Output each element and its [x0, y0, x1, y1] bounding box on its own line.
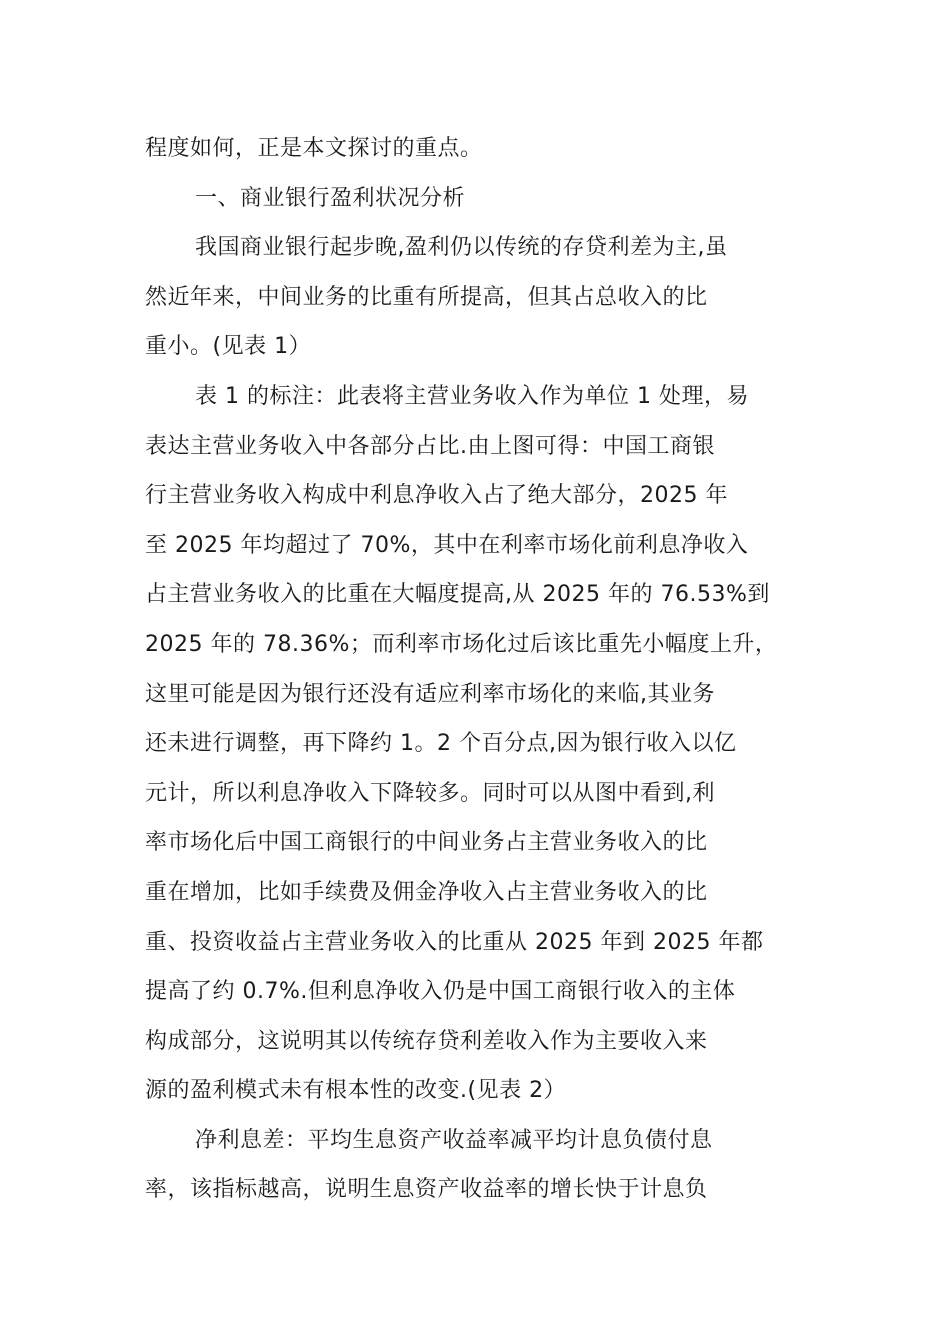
text-line: 提高了约 0.7%.但利息净收入仍是中国工商银行收入的主体: [145, 979, 736, 1005]
document-body: [145, 124, 815, 1215]
section-heading: 一、商业银行盈利状况分析: [195, 185, 466, 211]
text-line: 净利息差：平均生息资产收益率减平均计息负债付息: [195, 1127, 713, 1153]
text-line: 率，该指标越高，说明生息资产收益率的增长快于计息负: [145, 1177, 708, 1203]
text-line: 行主营业务收入构成中利息净收入占了绝大部分，2025 年: [145, 483, 728, 509]
text-line: 重小。(见表 1）: [145, 334, 312, 360]
text-line: 这里可能是因为银行还没有适应利率市场化的来临,其业务: [145, 681, 715, 707]
text-line: 构成部分，这说明其以传统存贷利差收入作为主要收入来: [145, 1028, 708, 1054]
text-line: 重、投资收益占主营业务收入的比重从 2025 年到 2025 年都: [145, 929, 764, 955]
text-line: 我国商业银行起步晚,盈利仍以传统的存贷利差为主,虽: [195, 235, 728, 261]
text-line: 率市场化后中国工商银行的中间业务占主营业务收入的比: [145, 830, 708, 856]
text-line: 还未进行调整，再下降约 1。2 个百分点,因为银行收入以亿: [145, 731, 737, 757]
text-line: 元计，所以利息净收入下降较多。同时可以从图中看到,利: [145, 780, 715, 806]
text-line: 至 2025 年均超过了 70%，其中在利率市场化前利息净收入: [145, 532, 749, 558]
text-line: 源的盈利模式未有根本性的改变.(见表 2）: [145, 1078, 567, 1104]
text-line: 表达主营业务收入中各部分占比.由上图可得：中国工商银: [145, 433, 715, 459]
text-line: 2025 年的 78.36%；而利率市场化过后该比重先小幅度上升，: [145, 631, 778, 657]
text-line: 程度如何，正是本文探讨的重点。: [145, 136, 483, 161]
text-line: 表 1 的标注：此表将主营业务收入作为单位 1 处理，易: [195, 383, 749, 409]
text-line: 重在增加，比如手续费及佣金净收入占主营业务收入的比: [145, 879, 708, 905]
text-line: 然近年来，中间业务的比重有所提高，但其占总收入的比: [145, 284, 708, 310]
text-line: 占主营业务收入的比重在大幅度提高,从 2025 年的 76.53%到: [145, 582, 770, 608]
